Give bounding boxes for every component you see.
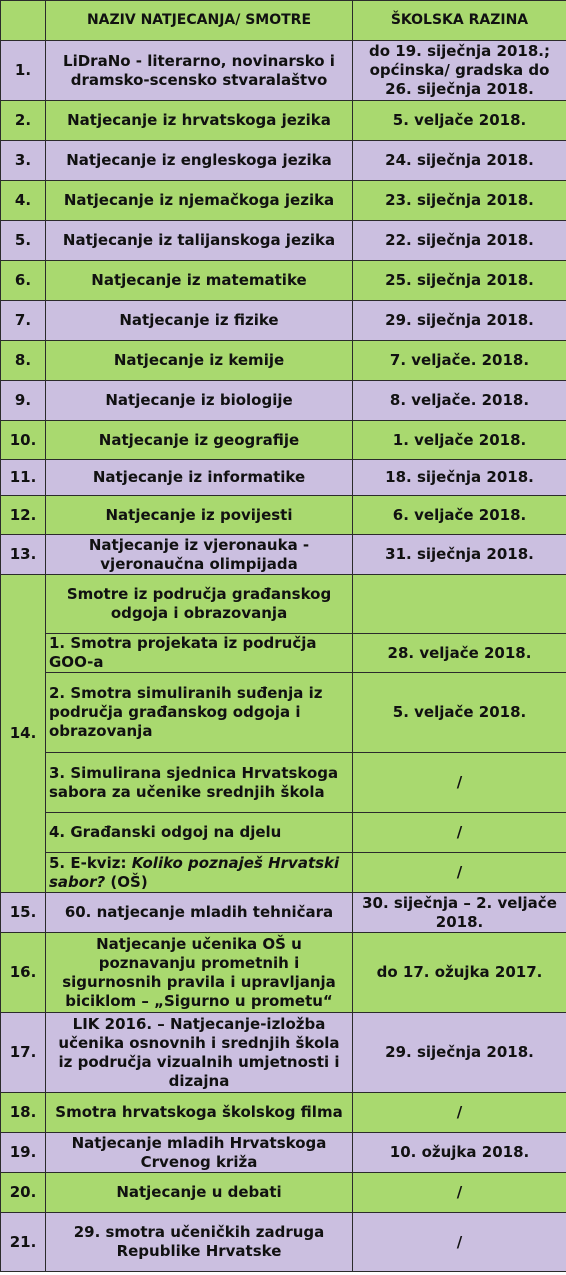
competition-name: 29. smotra učeničkih zadruga Republike Hrvatske — [46, 1213, 353, 1272]
table-row — [1, 460, 566, 496]
sub5-prefix: 5. E-kviz: — [49, 853, 132, 872]
row-number: 11. — [1, 460, 46, 496]
school-level-date: 7. veljače. 2018. — [353, 341, 566, 381]
table-row — [1, 933, 566, 1013]
header-date-cell: ŠKOLSKA RAZINA — [353, 1, 566, 41]
row-number: 5. — [1, 221, 46, 261]
competition-name: Natjecanje iz geografije — [46, 421, 353, 460]
competition-name: Natjecanje iz biologije — [46, 381, 353, 421]
table-row — [1, 301, 566, 341]
school-level-date: 8. veljače. 2018. — [353, 381, 566, 421]
competition-name: 60. natjecanje mladih tehničara — [46, 893, 353, 933]
school-level-date: 29. siječnja 2018. — [353, 301, 566, 341]
table-row — [1, 141, 566, 181]
school-level-date: 1. veljače 2018. — [353, 421, 566, 460]
school-level-date: 31. siječnja 2018. — [353, 535, 566, 575]
school-level-date: / — [353, 1173, 566, 1213]
competition-name: Natjecanje iz informatike — [46, 460, 353, 496]
school-level-date: / — [353, 853, 566, 893]
table-row — [1, 1093, 566, 1133]
table-row — [1, 1133, 566, 1173]
group-14-title-row — [1, 575, 566, 634]
school-level-date: 22. siječnja 2018. — [353, 221, 566, 261]
table-row — [1, 421, 566, 460]
school-level-date: 10. ožujka 2018. — [353, 1133, 566, 1173]
sub5-suffix: (OŠ) — [105, 872, 148, 891]
school-level-date: / — [353, 813, 566, 853]
competition-name: Natjecanje iz njemačkoga jezika — [46, 181, 353, 221]
row-number: 12. — [1, 496, 46, 535]
competition-name: LiDraNo - literarno, novinarsko i dramsko-scensko stvaralaštvo — [46, 41, 353, 101]
school-level-date: / — [353, 1093, 566, 1133]
row-number: 13. — [1, 535, 46, 575]
row-number: 6. — [1, 261, 46, 301]
row-number: 8. — [1, 341, 46, 381]
sub-competition-name: 2. Smotra simuliranih suđenja iz područja građanskog odgoja i obrazovanja — [46, 673, 353, 753]
school-level-date: 6. veljače 2018. — [353, 496, 566, 535]
school-level-date: 30. siječnja – 2. veljače 2018. — [353, 893, 566, 933]
school-level-date: 25. siječnja 2018. — [353, 261, 566, 301]
row-number: 18. — [1, 1093, 46, 1133]
sub-row — [1, 634, 566, 673]
group-14-title: Smotre iz područja građanskog odgoja i obrazovanja — [46, 575, 353, 634]
row-number: 19. — [1, 1133, 46, 1173]
row-number: 21. — [1, 1213, 46, 1272]
row-number: 10. — [1, 421, 46, 460]
table-row — [1, 496, 566, 535]
group-14-title-date — [353, 575, 566, 634]
header-row — [1, 1, 566, 41]
header-number-cell — [1, 1, 46, 41]
table-row — [1, 893, 566, 933]
table-row — [1, 1213, 566, 1272]
competition-name: Natjecanje iz vjeronauka - vjeronaučna olimpijada — [46, 535, 353, 575]
table-row — [1, 261, 566, 301]
row-number: 1. — [1, 41, 46, 101]
row-number: 16. — [1, 933, 46, 1013]
school-level-date: do 19. siječnja 2018.; općinska/ gradska do 26. siječnja 2018. — [353, 41, 566, 101]
sub-competition-name: 4. Građanski odgoj na djelu — [46, 813, 353, 853]
competition-name: Natjecanje iz hrvatskoga jezika — [46, 101, 353, 141]
school-level-date: 18. siječnja 2018. — [353, 460, 566, 496]
header-name-cell: NAZIV NATJECANJA/ SMOTRE — [46, 1, 353, 41]
sub-competition-name: 1. Smotra projekata iz područja GOO-a — [46, 634, 353, 673]
sub5-italic-title: Koliko poznaješ Hrvatski sabor? — [49, 853, 340, 891]
school-level-date: / — [353, 753, 566, 813]
school-level-date: 29. siječnja 2018. — [353, 1013, 566, 1093]
competition-name: Natjecanje mladih Hrvatskoga Crvenog križa — [46, 1133, 353, 1173]
school-level-date: 5. veljače 2018. — [353, 673, 566, 753]
sub-competition-name — [46, 853, 353, 893]
table-row — [1, 1173, 566, 1213]
row-number: 2. — [1, 101, 46, 141]
competition-name: Natjecanje iz engleskoga jezika — [46, 141, 353, 181]
row-number: 14. — [1, 575, 46, 893]
table-row — [1, 221, 566, 261]
row-number: 4. — [1, 181, 46, 221]
table-row — [1, 341, 566, 381]
competition-name: Smotra hrvatskoga školskog filma — [46, 1093, 353, 1133]
school-level-date: do 17. ožujka 2017. — [353, 933, 566, 1013]
row-number: 7. — [1, 301, 46, 341]
sub-row — [1, 753, 566, 813]
school-level-date: 24. siječnja 2018. — [353, 141, 566, 181]
table-row — [1, 1013, 566, 1093]
sub-row — [1, 853, 566, 893]
row-number: 17. — [1, 1013, 46, 1093]
row-number: 20. — [1, 1173, 46, 1213]
school-level-date: 5. veljače 2018. — [353, 101, 566, 141]
sub-row — [1, 673, 566, 753]
row-number: 15. — [1, 893, 46, 933]
row-number: 9. — [1, 381, 46, 421]
competition-name: Natjecanje iz povijesti — [46, 496, 353, 535]
school-level-date: / — [353, 1213, 566, 1272]
table-row — [1, 381, 566, 421]
competition-name: Natjecanje učenika OŠ u poznavanju prometnih i sigurnosnih pravila i upravljanja biciklom – „Sigurno u prometu“ — [46, 933, 353, 1013]
competition-name: Natjecanje iz kemije — [46, 341, 353, 381]
table-row — [1, 181, 566, 221]
competition-name: Natjecanje iz fizike — [46, 301, 353, 341]
row-number: 3. — [1, 141, 46, 181]
school-level-date: 28. veljače 2018. — [353, 634, 566, 673]
table-row — [1, 101, 566, 141]
table-row — [1, 41, 566, 101]
sub-competition-name: 3. Simulirana sjednica Hrvatskoga sabora za učenike srednjih škola — [46, 753, 353, 813]
competition-name: LIK 2016. – Natjecanje-izložba učenika osnovnih i srednjih škola iz područja vizualnih umjetnosti i dizajna — [46, 1013, 353, 1093]
competition-name: Natjecanje iz matematike — [46, 261, 353, 301]
table-row — [1, 535, 566, 575]
competition-name: Natjecanje u debati — [46, 1173, 353, 1213]
school-level-date: 23. siječnja 2018. — [353, 181, 566, 221]
competition-name: Natjecanje iz talijanskoga jezika — [46, 221, 353, 261]
sub-row — [1, 813, 566, 853]
